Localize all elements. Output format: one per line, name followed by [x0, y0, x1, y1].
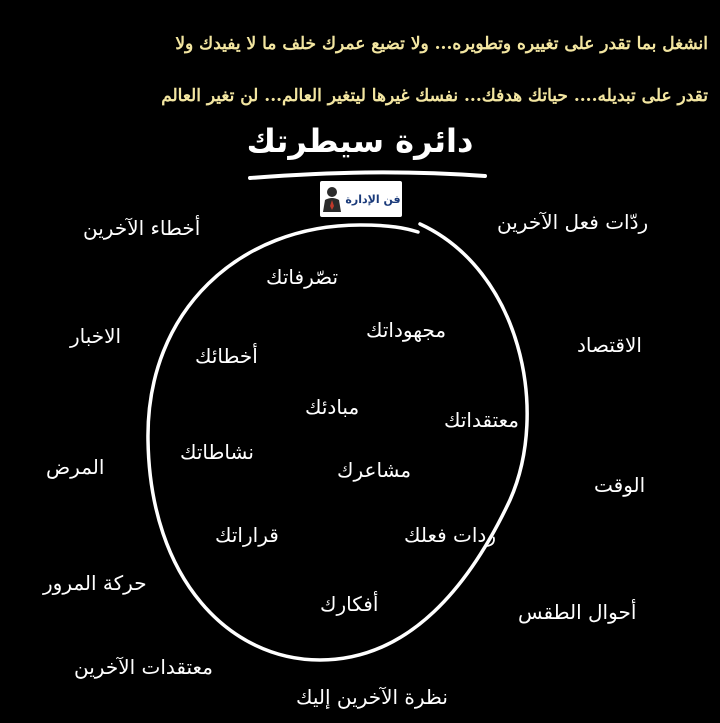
outside-item: الوقت — [594, 473, 646, 497]
outside-item: الاخبار — [70, 324, 122, 348]
inside-item: تصّرفاتك — [266, 265, 339, 289]
inside-item: مجهوداتك — [366, 318, 447, 342]
inside-item: مشاعرك — [337, 458, 412, 482]
inside-item: أفكارك — [320, 592, 379, 616]
outside-item: أحوال الطقس — [518, 600, 637, 624]
outside-item: الاقتصاد — [577, 333, 642, 357]
logo-text: فن الإدارة — [345, 192, 401, 206]
inside-item: مبادئك — [305, 395, 360, 419]
outside-item: حركة المرور — [43, 571, 147, 595]
outside-item: المرض — [46, 455, 105, 479]
outside-item: ردّات فعل الآخرين — [497, 210, 649, 234]
inside-item: نشاطاتك — [180, 440, 254, 464]
page-title: دائرة سيطرتك — [246, 122, 474, 160]
logo-badge — [320, 181, 402, 217]
inside-item: ردات فعلك — [404, 523, 496, 547]
outside-item: معتقدات الآخرين — [74, 655, 213, 679]
inside-item: معتقداتك — [444, 408, 519, 432]
quote-line-2: تقدر على تبديله.... حياتك هدفك... نفسك غيرها ليتغير العالم... لن تغير العالم — [161, 86, 708, 106]
title-underline — [250, 172, 485, 178]
inside-item: قراراتك — [215, 523, 279, 547]
person-icon — [321, 184, 343, 214]
inside-item: أخطائك — [195, 344, 258, 368]
quote-line-1: انشغل بما تقدر على تغييره وتطويره... ولا تضيع عمرك خلف ما لا يفيدك ولا — [175, 34, 708, 54]
outside-item: أخطاء الآخرين — [83, 216, 201, 240]
outside-item: نظرة الآخرين إليك — [296, 685, 448, 709]
